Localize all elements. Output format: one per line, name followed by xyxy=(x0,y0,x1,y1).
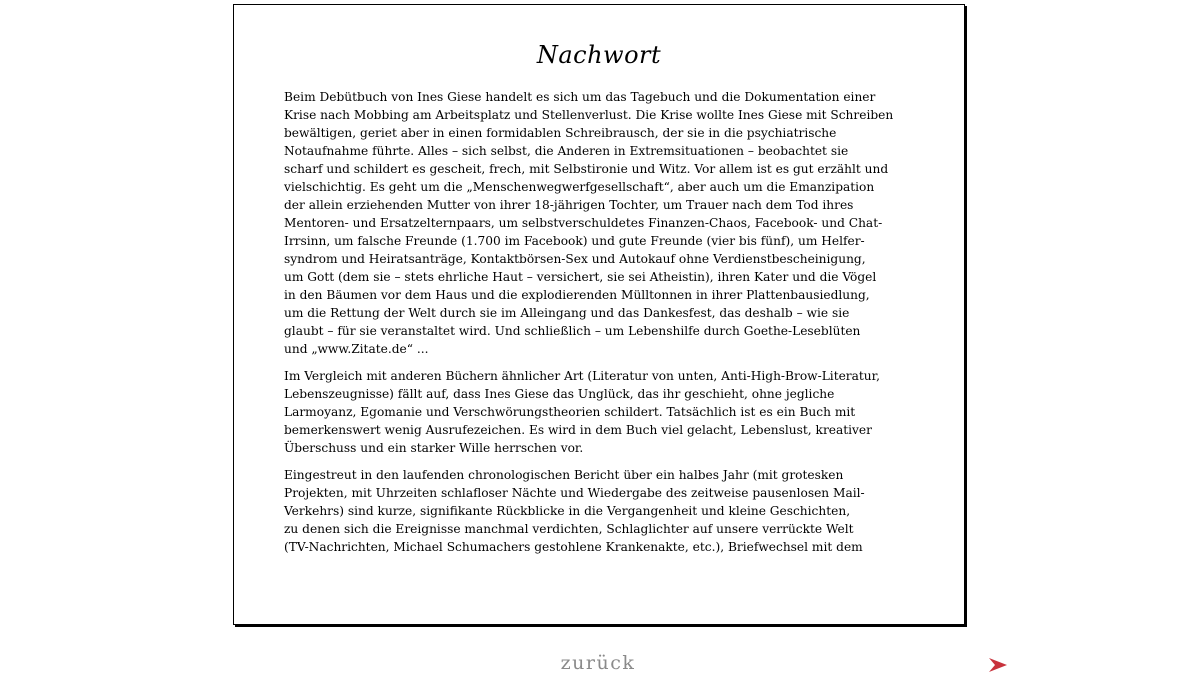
text-line: zu denen sich die Ereignisse manchmal verdichten, Schlaglichter auf unsere verrückte Welt xyxy=(284,522,854,536)
chevron-right-icon[interactable] xyxy=(986,656,1010,674)
text-line: scharf und schildert es gescheit, frech, mit Selbstironie und Witz. Vor allem ist es gut erzählt und xyxy=(284,162,889,176)
text-line: Notaufnahme führte. Alles – sich selbst, die Anderen in Extremsituationen – beobachtet sie xyxy=(284,144,849,158)
text-line: Überschuss und ein starker Wille herrschen vor. xyxy=(284,441,584,455)
text-line: Projekten, mit Uhrzeiten schlafloser Nächte und Wiedergabe des zeitweise pausenlosen Mail- xyxy=(284,486,865,500)
text-line: Im Vergleich mit anderen Büchern ähnlicher Art (Literatur von unten, Anti-High-Brow-Literatur, xyxy=(284,369,881,383)
text-line: vielschichtig. Es geht um die „Menschenwegwerfgesellschaft“, aber auch um die Emanzipation xyxy=(284,180,875,194)
text-line: Mentoren- und Ersatzelternpaars, um selbstverschuldetes Finanzen-Chaos, Facebook- und Chat- xyxy=(284,216,883,230)
text-line: Eingestreut in den laufenden chronologischen Bericht über ein halbes Jahr (mit grotesken xyxy=(284,468,844,482)
text-line: Irrsinn, um falsche Freunde (1.700 im Facebook) und gute Freunde (vier bis fünf), um Helfer- xyxy=(284,234,865,248)
text-line: (TV-Nachrichten, Michael Schumachers gestohlene Krankenakte, etc.), Briefwechsel mit dem xyxy=(284,540,863,554)
text-line: in den Bäumen vor dem Haus und die explodierenden Mülltonnen in ihrer Plattenbausiedlung, xyxy=(284,288,870,302)
paragraph xyxy=(284,466,930,556)
text-line: der allein erziehenden Mutter von ihrer 18-jährigen Tochter, um Trauer nach dem Tod ihres xyxy=(284,198,854,212)
text-line: um Gott (dem sie – stets ehrliche Haut – versichert, sie sei Atheistin), ihren Kater und die Vögel xyxy=(284,270,877,284)
text-line: bewältigen, geriet aber in einen formidablen Schreibrausch, der sie in die psychiatrische xyxy=(284,126,837,140)
text-line: bemerkenswert wenig Ausrufezeichen. Es wird in dem Buch viel gelacht, Lebenslust, kreativer xyxy=(284,423,872,437)
page-frame xyxy=(233,4,965,625)
text-line: und „www.Zitate.de“ ... xyxy=(284,342,429,356)
text-line: glaubt – für sie veranstaltet wird. Und schließlich – um Lebenshilfe durch Goethe-Leseblüten xyxy=(284,324,861,338)
paragraph xyxy=(284,367,930,457)
text-body xyxy=(284,88,930,565)
text-line: Verkehrs) sind kurze, signifikante Rückblicke in die Vergangenheit und kleine Geschichten, xyxy=(284,504,851,518)
text-line: syndrom und Heiratsanträge, Kontaktbörsen-Sex und Autokauf ohne Verdienstbescheinigung, xyxy=(284,252,866,266)
text-line: um die Rettung der Welt durch sie im Alleingang und das Dankesfest, das deshalb – wie sie xyxy=(284,306,850,320)
text-line: Krise nach Mobbing am Arbeitsplatz und Stellenverlust. Die Krise wollte Ines Giese mit Schreiben xyxy=(284,108,894,122)
page-title: Nachwort xyxy=(536,41,662,69)
back-link[interactable]: zurück xyxy=(560,652,636,674)
paragraph xyxy=(284,88,930,358)
text-line: Lebenszeugnisse) fällt auf, dass Ines Giese das Unglück, das ihr geschieht, ohne jegliche xyxy=(284,387,835,401)
text-line: Larmoyanz, Egomanie und Verschwörungstheorien schildert. Tatsächlich ist es ein Buch mit xyxy=(284,405,856,419)
text-line: Beim Debütbuch von Ines Giese handelt es sich um das Tagebuch und die Dokumentation einer xyxy=(284,90,876,104)
